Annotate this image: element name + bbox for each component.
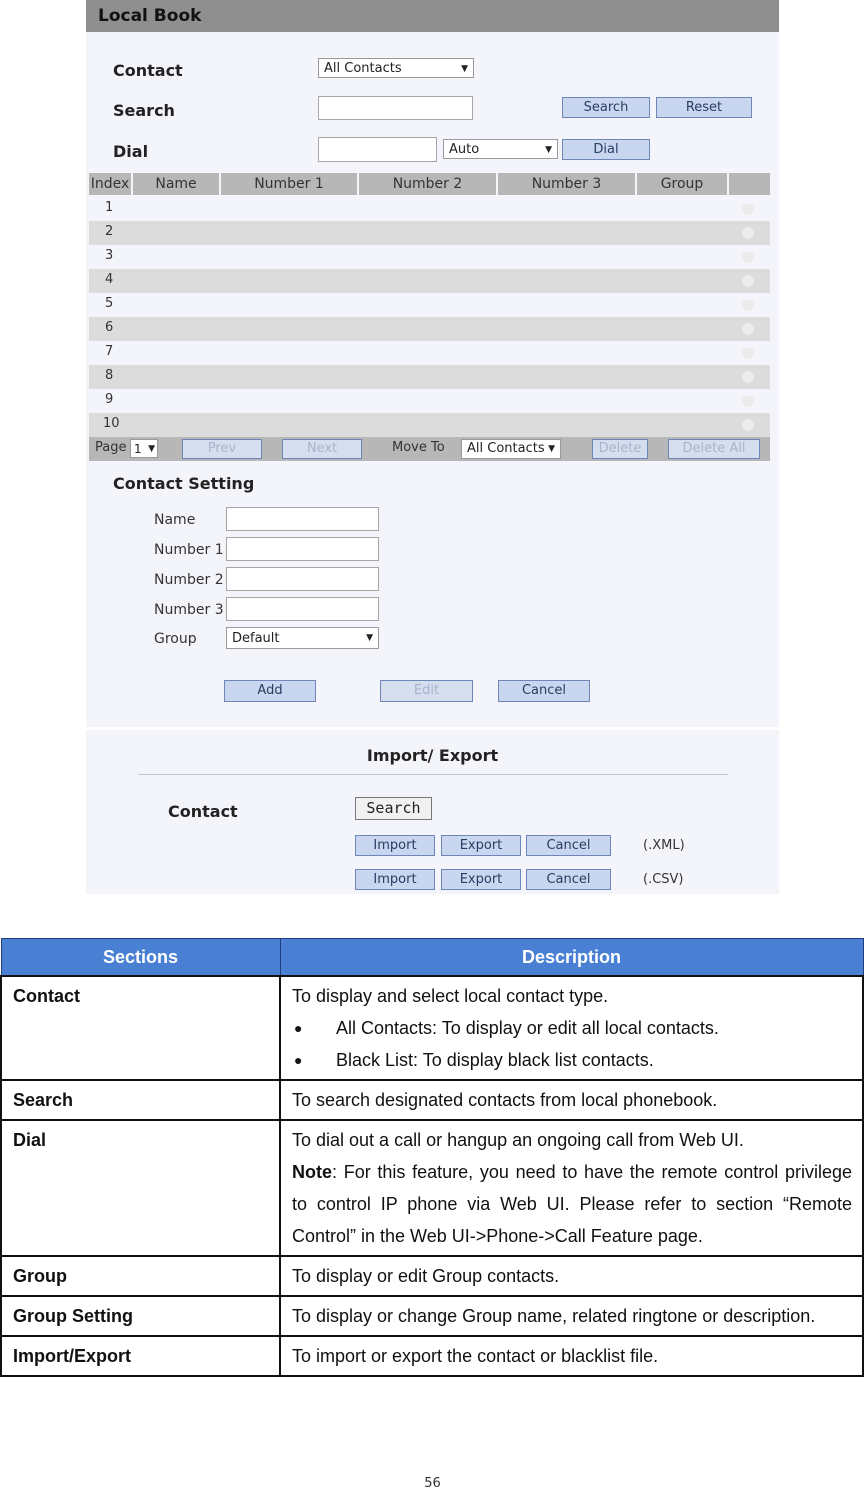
row-checkbox[interactable]: [742, 371, 754, 383]
bullet-item: ● Black List: To display black list contacts.: [292, 1044, 852, 1076]
reset-button[interactable]: Reset: [656, 97, 752, 118]
page-title: Local Book: [98, 6, 202, 26]
contact-type-select[interactable]: All Contacts ▼: [318, 58, 474, 78]
description-header: Description: [280, 939, 863, 977]
row-checkbox[interactable]: [742, 347, 754, 359]
description-text: To dial out a call or hangup an ongoing call from Web UI.: [292, 1130, 744, 1150]
section-description: To import or export the contact or blacklist file.: [280, 1336, 863, 1376]
section-name: Group Setting: [1, 1296, 280, 1336]
search-button[interactable]: Search: [562, 97, 650, 118]
section-description: [280, 976, 863, 1080]
row-checkbox[interactable]: [742, 251, 754, 263]
col-number1: Number 1: [219, 173, 357, 195]
bullet-item: ● All Contacts: To display or edit all local contacts.: [292, 1012, 852, 1044]
local-book-title-bar: [86, 0, 779, 32]
row-checkbox[interactable]: [742, 419, 754, 431]
import-xml-button[interactable]: Import: [355, 835, 435, 856]
dropdown-arrow-icon: ▼: [545, 145, 552, 155]
row-checkbox[interactable]: [742, 299, 754, 311]
csv-format-label: (.CSV): [643, 872, 684, 887]
delete-all-button[interactable]: Delete All: [668, 439, 760, 459]
dial-number-input[interactable]: [318, 137, 437, 162]
col-number2: Number 2: [357, 173, 496, 195]
table-header-row: [1, 939, 863, 977]
import-csv-button[interactable]: Import: [355, 869, 435, 890]
number1-label: Number 1: [154, 542, 224, 558]
dropdown-arrow-icon: ▼: [461, 64, 468, 74]
row-checkbox[interactable]: [742, 203, 754, 215]
table-row[interactable]: 2: [89, 221, 770, 245]
pager-bar: [89, 437, 770, 461]
note-text: [292, 1156, 852, 1252]
ie-search-button[interactable]: Search: [355, 797, 432, 820]
table-row[interactable]: 6: [89, 317, 770, 341]
description-text: To display and select local contact type.: [292, 986, 609, 1006]
dropdown-arrow-icon: ▼: [148, 444, 155, 454]
table-row[interactable]: 7: [89, 341, 770, 365]
cancel-button[interactable]: Cancel: [498, 680, 590, 702]
delete-button[interactable]: Delete: [592, 439, 648, 459]
section-description: To display or edit Group contacts.: [280, 1256, 863, 1296]
table-row: [1, 1256, 863, 1296]
table-row: [1, 1296, 863, 1336]
prev-page-button[interactable]: Prev: [182, 439, 262, 459]
contact-setting-title: Contact Setting: [113, 474, 255, 493]
xml-format-label: (.XML): [643, 838, 685, 853]
sections-description-table: [0, 938, 864, 1377]
section-description: To display or change Group name, related ringtone or description.: [280, 1296, 863, 1336]
table-row[interactable]: 8: [89, 365, 770, 389]
export-csv-button[interactable]: Export: [441, 869, 521, 890]
col-name: Name: [131, 173, 219, 195]
contacts-table-header: [89, 173, 770, 195]
row-checkbox[interactable]: [742, 395, 754, 407]
cancel-csv-button[interactable]: Cancel: [526, 869, 611, 890]
move-to-label: Move To: [392, 440, 445, 455]
section-name: Group: [1, 1256, 280, 1296]
col-number3: Number 3: [496, 173, 635, 195]
page-label: Page: [95, 440, 127, 455]
ie-contact-label: Contact: [168, 802, 238, 821]
section-name: Dial: [1, 1120, 280, 1256]
row-checkbox[interactable]: [742, 275, 754, 287]
contact-label: Contact: [113, 61, 183, 80]
table-row: [1, 976, 863, 1080]
dial-button[interactable]: Dial: [562, 139, 650, 160]
dropdown-arrow-icon: ▼: [366, 633, 373, 643]
section-description: To search designated contacts from local phonebook.: [280, 1080, 863, 1120]
col-select-all[interactable]: [727, 173, 770, 195]
edit-button[interactable]: Edit: [380, 680, 473, 702]
row-checkbox[interactable]: [742, 227, 754, 239]
number1-input[interactable]: [226, 537, 379, 561]
import-export-title: Import/ Export: [366, 746, 499, 765]
note-label: Note: [292, 1162, 332, 1182]
name-label: Name: [154, 512, 196, 528]
table-row[interactable]: 3: [89, 245, 770, 269]
dial-label: Dial: [113, 142, 149, 161]
number2-input[interactable]: [226, 567, 379, 591]
search-input[interactable]: [318, 96, 473, 120]
table-row[interactable]: 1: [89, 197, 770, 221]
section-name: Import/Export: [1, 1336, 280, 1376]
group-label: Group: [154, 631, 197, 647]
table-row[interactable]: 4: [89, 269, 770, 293]
page-number: 56: [424, 1476, 441, 1491]
table-row[interactable]: 9: [89, 389, 770, 413]
move-to-select[interactable]: All Contacts ▼: [461, 439, 561, 459]
number3-input[interactable]: [226, 597, 379, 621]
section-name: Contact: [1, 976, 280, 1080]
name-input[interactable]: [226, 507, 379, 531]
table-row[interactable]: 10: [89, 413, 770, 437]
table-row: [1, 1080, 863, 1120]
table-row: [1, 1120, 863, 1256]
divider: [138, 774, 728, 775]
table-row: [1, 1336, 863, 1376]
table-row[interactable]: 5: [89, 293, 770, 317]
next-page-button[interactable]: Next: [282, 439, 362, 459]
number3-label: Number 3: [154, 602, 224, 618]
search-label: Search: [113, 101, 175, 120]
add-button[interactable]: Add: [224, 680, 316, 702]
note-body: : For this feature, you need to have the remote control privilege to control IP phone via Web UI. Please refer to section “Remote Control” in the Web UI->Phone->Call Feature page.: [292, 1162, 852, 1246]
col-group: Group: [635, 173, 727, 195]
row-checkbox[interactable]: [742, 323, 754, 335]
dropdown-arrow-icon: ▼: [548, 444, 555, 454]
number2-label: Number 2: [154, 572, 224, 588]
group-select[interactable]: Default ▼: [226, 627, 379, 649]
section-description: [280, 1120, 863, 1256]
page-select[interactable]: 1 ▼: [130, 439, 158, 458]
cancel-xml-button[interactable]: Cancel: [526, 835, 611, 856]
sections-header: Sections: [1, 939, 280, 977]
export-xml-button[interactable]: Export: [441, 835, 521, 856]
section-name: Search: [1, 1080, 280, 1120]
col-index: Index: [90, 176, 130, 192]
dial-mode-select[interactable]: Auto ▼: [443, 139, 558, 159]
